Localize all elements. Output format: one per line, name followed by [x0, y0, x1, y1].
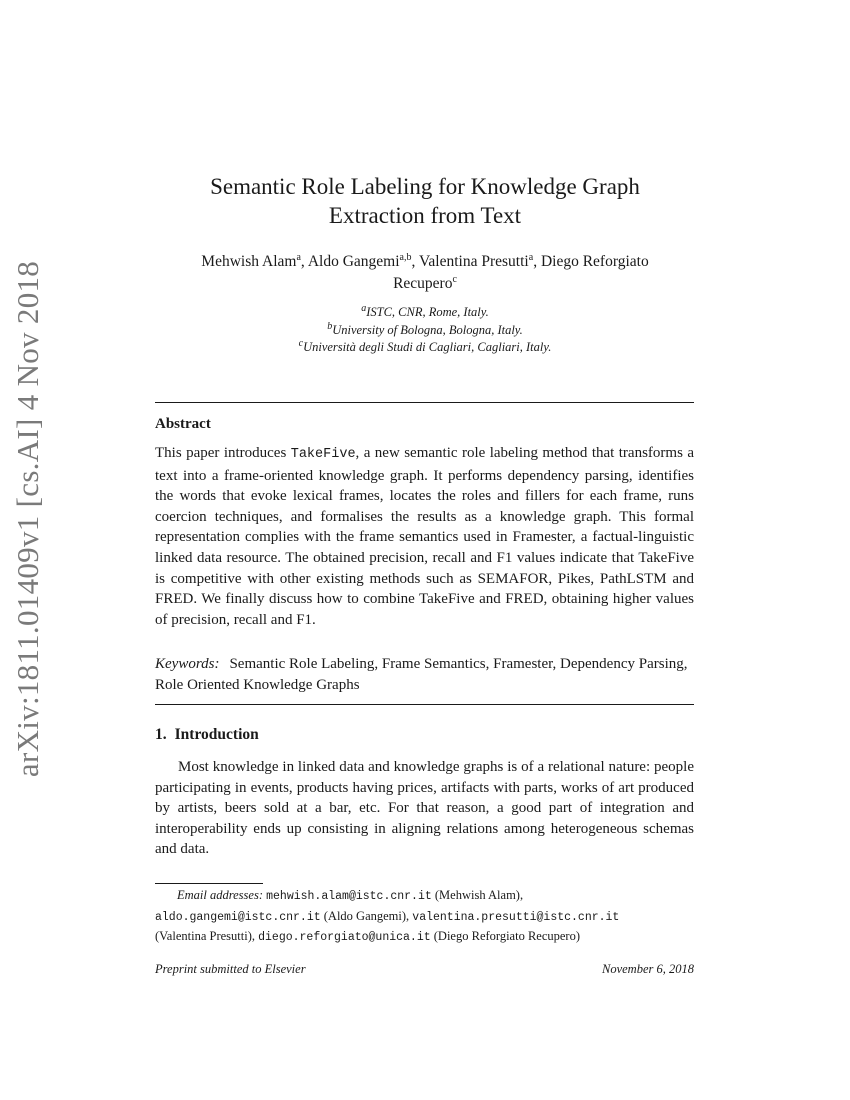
affiliation: $^a$ISTC, CNR, Rome, Italy.: [361, 302, 489, 319]
author-affil-mark: c: [452, 273, 457, 285]
author-name: Recupero: [393, 275, 453, 292]
keywords-text: Semantic Role Labeling, Frame Semantics, Framester, Dependency Parsing, Role Oriented Knowledge Graphs: [155, 656, 688, 693]
section-heading: 1. Introduction: [155, 726, 259, 743]
keywords: [155, 654, 694, 695]
author-affil-mark: a,b: [399, 251, 412, 263]
author-name: Mehwish Alam: [201, 253, 297, 270]
footnote-label: Email addresses:: [177, 888, 263, 902]
footer-preprint-note: Preprint submitted to Elsevier: [155, 962, 306, 976]
author-name: Valentina Presutti: [418, 253, 529, 270]
affiliation: $^c$Università degli Studi di Cagliari, Cagliari, Italy.: [298, 337, 552, 354]
affiliation-list: [155, 304, 695, 357]
email-footnote: Email addresses: mehwish.alam@istc.cnr.it (Mehwish Alam), aldo.gangemi@istc.cnr.it (Aldo Gangemi), valentina.presutti@istc.cnr.it (Valentina Presutti), diego.reforgiato@unica.it (Diego Reforgiato Recupero): [155, 888, 620, 944]
author-name: Diego Reforgiato: [540, 253, 649, 270]
author-affil-mark: a: [528, 251, 534, 263]
footer-date: November 6, 2018: [602, 962, 694, 976]
title-line-2: Extraction from Text: [328, 203, 522, 228]
abstract-body: This paper introduces TakeFive, a new semantic role labeling method that transforms a text into a frame-oriented knowledge graph. It performs dependency parsing, identifies the words that evoke lexical frames, locates the roles and fillers for each frame, runs coercion techniques, and formalises the results as a knowledge graph. This formal representation complies with the frame semantics used in Framester, a factual-linguistic linked data resource. The obtained precision, recall and F1 values indicate that TakeFive is competitive with other existing methods such as SEMAFOR, Pikes, PathLSTM and FRED. We finally discuss how to combine TakeFive and FRED, obtaining higher values of precision, recall and F1.: [155, 445, 694, 628]
method-name: TakeFive: [290, 447, 356, 462]
abstract-heading: Abstract: [155, 416, 211, 432]
author-name: Aldo Gangemi: [307, 253, 400, 270]
footnote-rule: [155, 883, 263, 884]
keywords-label: Keywords:: [155, 656, 220, 672]
email-link[interactable]: diego.reforgiato@unica.it: [258, 931, 431, 944]
abstract-top-rule: [155, 402, 694, 403]
email-link[interactable]: mehwish.alam@istc.cnr.it: [266, 890, 432, 903]
intro-paragraph: Most knowledge in linked data and knowledge graphs is of a relational nature: people participating in events, products having prices, artifacts with parts, works of art produced by artists, beers sold at a bar, etc. For that reason, a good part of integration and interoperability ends up consisting in aligning relations among heterogeneous schemas and data.: [155, 759, 694, 858]
affiliation: $^b$University of Bologna, Bologna, Italy.: [327, 320, 523, 337]
paper-title: [155, 172, 695, 230]
title-line-1: Semantic Role Labeling for Knowledge Graph: [210, 174, 640, 199]
abstract-bottom-rule: [155, 704, 694, 705]
arxiv-identifier: arXiv:1811.01409v1 [cs.AI] 4 Nov 2018: [10, 260, 45, 778]
email-link[interactable]: aldo.gangemi@istc.cnr.it: [155, 910, 321, 924]
email-link[interactable]: valentina.presutti@istc.cnr.it: [412, 910, 620, 924]
author-list: Mehwish Alam$^a$, Aldo Gangemi$^{a,b}$, Valentina Presutti$^a$, Diego Reforgiato Recupero$^c$: [201, 251, 649, 292]
author-affil-mark: a: [296, 251, 301, 263]
